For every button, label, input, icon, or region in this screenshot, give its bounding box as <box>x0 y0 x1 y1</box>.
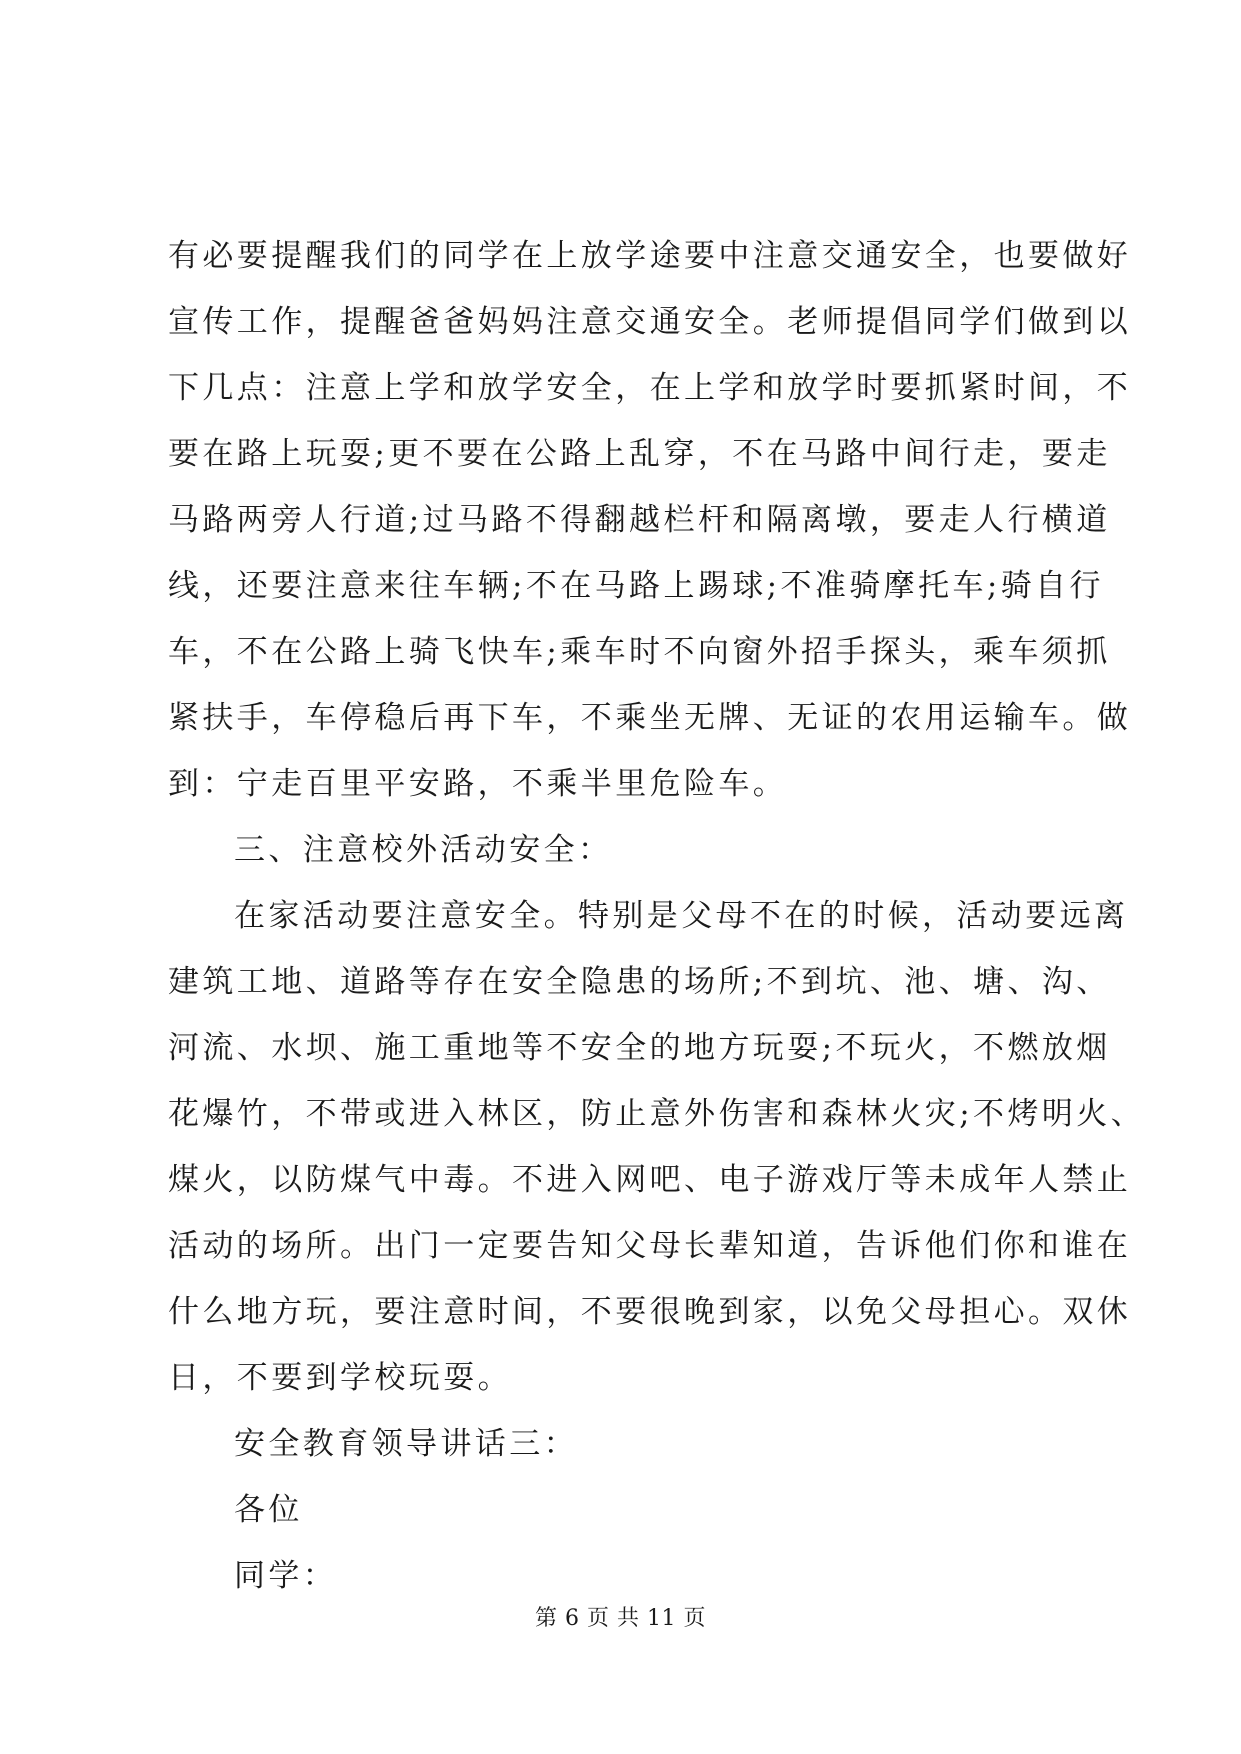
body-line-8: 紧扶手，车停稳后再下车，不乘坐无牌、无证的农用运输车。做 <box>168 700 1132 736</box>
body-line-6: 线，还要注意来往车辆;不在马路上踢球;不准骑摩托车;骑自行 <box>168 568 1104 604</box>
body-line-5: 马路两旁人行道;过马路不得翻越栏杆和隔离墩，要走人行横道 <box>168 502 1111 538</box>
body-line-1: 有必要提醒我们的同学在上放学途要中注意交通安全，也要做好 <box>168 238 1132 274</box>
body-line-2: 宣传工作，提醒爸爸妈妈注意交通安全。老师提倡同学们做到以 <box>168 304 1132 340</box>
speech-title: 安全教育领导讲话三： <box>234 1426 578 1462</box>
body-line-14: 花爆竹，不带或进入林区，防止意外伤害和森林火灾;不烤明火、 <box>168 1096 1146 1132</box>
body-line-4: 要在路上玩耍;更不要在公路上乱穿，不在马路中间行走，要走 <box>168 436 1111 472</box>
body-line-12: 建筑工地、道路等存在安全隐患的场所;不到坑、池、塘、沟、 <box>168 964 1111 1000</box>
body-line-17: 什么地方玩，要注意时间，不要很晚到家，以免父母担心。双休 <box>168 1294 1132 1330</box>
section-heading-3: 三、注意校外活动安全： <box>234 832 613 868</box>
greeting-line-2: 同学： <box>234 1558 338 1594</box>
page-number-footer: 第 6 页 共 11 页 <box>535 1606 706 1631</box>
body-line-15: 煤火，以防煤气中毒。不进入网吧、电子游戏厅等未成年人禁止 <box>168 1162 1132 1198</box>
body-line-3: 下几点：注意上学和放学安全，在上学和放学时要抓紧时间，不 <box>168 370 1132 406</box>
greeting-line-1: 各位 <box>234 1492 303 1528</box>
body-line-13: 河流、水坝、施工重地等不安全的地方玩耍;不玩火，不燃放烟 <box>168 1030 1111 1066</box>
body-line-16: 活动的场所。出门一定要告知父母长辈知道，告诉他们你和谁在 <box>168 1228 1132 1264</box>
body-line-18: 日，不要到学校玩耍。 <box>168 1360 512 1396</box>
body-line-7: 车，不在公路上骑飞快车;乘车时不向窗外招手探头，乘车须抓 <box>168 634 1111 670</box>
body-line-11: 在家活动要注意安全。特别是父母不在的时候，活动要远离 <box>234 898 1129 934</box>
body-line-9: 到：宁走百里平安路，不乘半里危险车。 <box>168 766 788 802</box>
